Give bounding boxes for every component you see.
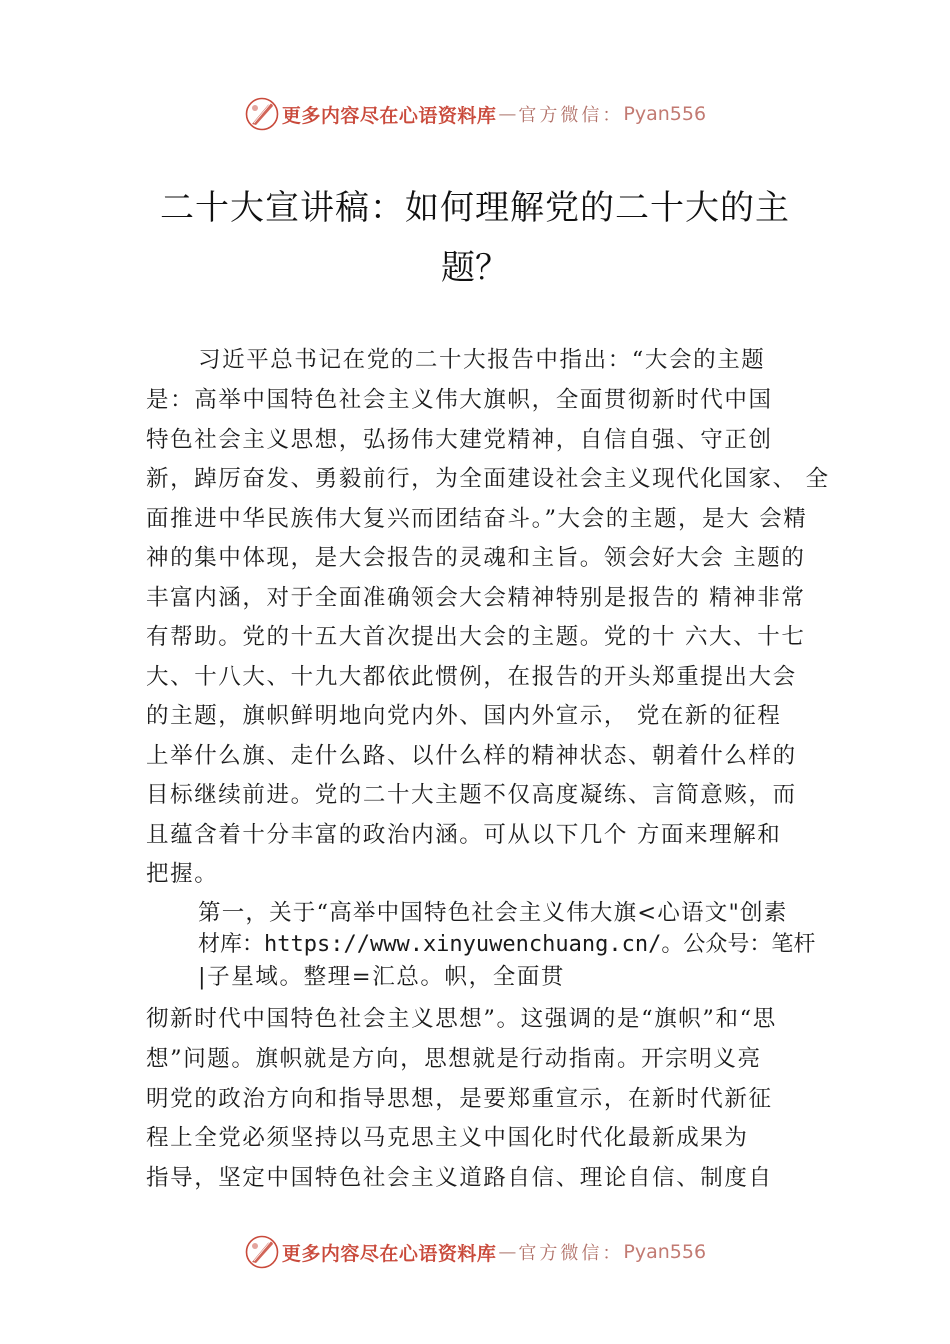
watermark-separator: — <box>498 1241 517 1263</box>
body-line: |子星域。整理=汇总。帜，全面贯 <box>198 964 566 990</box>
body-line: 面推进中华民族伟大复兴而团结奋斗。”大会的主题，是大 会精 <box>146 506 808 532</box>
quill-logo-icon <box>244 96 280 132</box>
body-line: 有帮助。党的十五大首次提出大会的主题。党的十 六大、十七 <box>146 624 806 650</box>
body-line: 是：高举中国特色社会主义伟大旗帜，全面贯彻新时代中国 <box>146 387 773 413</box>
body-line: 且蕴含着十分丰富的政治内涵。可从以下几个 方面来理解和 <box>146 822 782 848</box>
body-line: 特色社会主义思想，弘扬伟大建党精神，自信自强、守正创 <box>146 427 773 453</box>
body-line: 神的集中体现，是大会报告的灵魂和主旨。领会好大会 主题的 <box>146 545 806 571</box>
body-line: 目标继续前进。党的二十大主题不仅高度凝练、言简意赅，而 <box>146 782 797 808</box>
body-line: 程上全党必须坚持以马克思主义中国化时代化最新成果为 <box>146 1125 749 1151</box>
document-title-line-1: 二十大宣讲稿：如何理解党的二十大的主 <box>160 188 790 228</box>
body-line: 习近平总书记在党的二十大报告中指出：“大会的主题 <box>198 347 766 373</box>
body-line: 明党的政治方向和指导思想，是要郑重宣示，在新时代新征 <box>146 1086 773 1112</box>
document-title-line-2: 题？ <box>441 248 509 288</box>
body-line: 大、十八大、十九大都依此惯例，在报告的开头郑重提出大会 <box>146 664 797 690</box>
body-line: 彻新时代中国特色社会主义思想”。这强调的是“旗帜”和“思 <box>146 1006 777 1032</box>
body-line: 想”问题。旗帜就是方向，思想就是行动指南。开宗明义亮 <box>146 1046 762 1072</box>
watermark-wechat-id: Pyan556 <box>623 1241 707 1263</box>
watermark-banner-bottom <box>0 1232 950 1272</box>
watermark-separator: — <box>498 103 517 125</box>
watermark-site-text: 更多内容尽在心语资料库 <box>281 1242 497 1265</box>
body-line: 丰富内涵，对于全面准确领会大会精神特别是报告的 精神非常 <box>146 585 806 611</box>
quill-logo-icon <box>244 1234 280 1270</box>
watermark-site-text: 更多内容尽在心语资料库 <box>281 104 497 127</box>
body-line: 指导，坚定中国特色社会主义道路自信、理论自信、制度自 <box>146 1165 773 1191</box>
body-line: 把握。 <box>146 861 219 887</box>
watermark-wechat-label: 官方微信： <box>518 1243 624 1264</box>
body-line: 上举什么旗、走什么路、以什么样的精神状态、朝着什么样的 <box>146 743 797 769</box>
body-line: 的主题，旗帜鲜明地向党内外、国内外宣示， 党在新的征程 <box>146 703 782 729</box>
watermark-wechat-label: 官方微信： <box>518 105 624 126</box>
watermark-wechat-id: Pyan556 <box>623 103 707 125</box>
body-line: 第一，关于“高举中国特色社会主义伟大旗<心语文"创素 <box>198 900 788 926</box>
watermark-banner-top <box>0 94 950 134</box>
body-line-url: 材库：https://www.xinyuwenchuang.cn/。公众号：笔杆 <box>198 932 816 957</box>
body-line: 新，踔厉奋发、勇毅前行，为全面建设社会主义现代化国家、 全 <box>146 466 830 492</box>
